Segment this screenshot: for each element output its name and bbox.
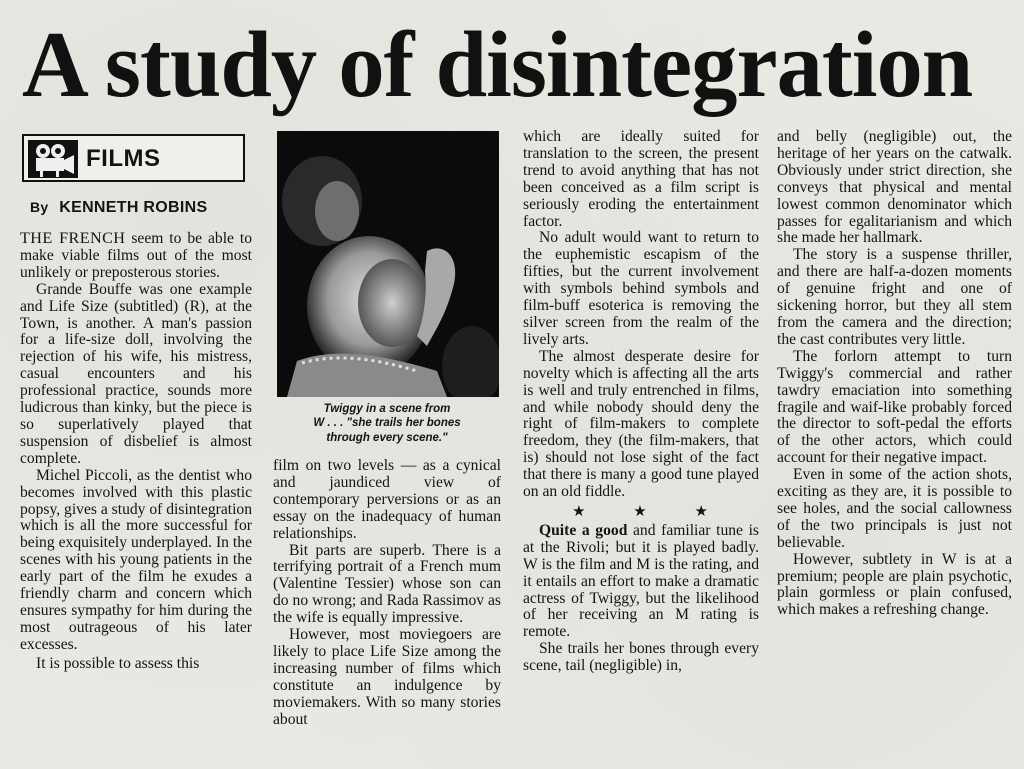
- byline-author: KENNETH ROBINS: [59, 199, 208, 216]
- paragraph: It is possible to assess this: [36, 654, 200, 672]
- paragraph: She trails her bones through every scene, tail (negligible) in,: [523, 640, 759, 675]
- article-column-4: [777, 129, 1012, 619]
- section-label: FILMS: [86, 145, 161, 172]
- paragraph: The forlorn attempt to turn Twiggy's commercial and rather tawdry emaciation into something fragile and waif-like probably forced the director to soft-pedal the efforts of the other actors, which could account for their negative impact.: [777, 347, 1012, 467]
- paragraph: However, subtlety in W is at a premium; people are plain psychotic, plain gormless or plain confused, which makes a refreshing change.: [777, 550, 1012, 619]
- paragraph: Michel Piccoli, as the dentist who becomes involved with this plastic popsy, gives a study of disintegration which is all the more successful for being exquisitely underplayed. In the scenes with his young patients in the early part of the film he exudes a friendly charm and concern which ensures sympathy for him during the most outrageous of his later excesses.: [20, 466, 253, 653]
- paragraph: [523, 523, 759, 641]
- article-column-3: [523, 129, 759, 675]
- paragraph-text: and familiar tune is at the Rivoli; but it is played badly. W is the film and M is the rating, and it entails an effort to make a dramatic actress of Twiggy, but the likelihood of her receiving an M rating is remote.: [523, 521, 760, 641]
- caption-line: Twiggy in a scene from: [323, 403, 451, 415]
- article-column-1: [20, 230, 252, 673]
- lead-in: THE FRENCH: [20, 229, 126, 247]
- paragraph: No adult would want to return to the euphemistic escapism of the fifties, but the current involvement with symbols behind symbols and film-buff esoterica is removing the silver screen from the realm of the lively arts.: [523, 229, 759, 348]
- paragraph: However, most moviegoers are likely to place Life Size among the increasing number of films which constitute an indulgence by moviemakers. With so many stories about: [273, 626, 501, 728]
- paragraph: film on two levels — as a cynical and jaundiced view of contemporary perversions or as an essay on the inadequacy of human relationships.: [273, 457, 501, 542]
- caption-line: through every scene.": [326, 431, 448, 444]
- paragraph: The almost desperate desire for novelty which is affecting all the arts is well and truly entrenched in films, and while nobody should deny the right of film-makers to complete freedom, they (the film-makers, that is) should not lose sight of the fact that there is many a good tune played on an old fiddle.: [523, 347, 759, 501]
- film-camera-icon: [28, 140, 78, 178]
- article-column-2: [273, 458, 501, 729]
- photo-caption: [276, 402, 498, 445]
- byline-prefix: By: [30, 199, 49, 215]
- article-photo: [277, 131, 499, 397]
- paragraph: Even in some of the action shots, exciting as they are, it is possible to see holes, and the social callowness of the two principals is just not believable.: [777, 466, 1012, 551]
- paragraph-text: seem to be able to make viable films out of the most unlikely or preposterous stories.: [20, 230, 252, 281]
- caption-line: W . . . "she trails her bones: [313, 417, 461, 430]
- paragraph: Grande Bouffe was one example and Life Size (subtitled) (R), at the Town, is another. A man's passion for a life-size doll, involving the rejection of his wife, his mistress, casual encounters and his professional practice, sounds more ludicrous than kinky, but the piece is so superlatively played that suspension of disbelief is almost complete.: [20, 280, 252, 467]
- paragraph: The story is a suspense thriller, and there are half-a-dozen moments of genuine fright and one of sickening horror, but they all stem from the camera and the direction; the cast contributes very little.: [777, 246, 1012, 348]
- section-label-box: [22, 134, 245, 182]
- paragraph: and belly (negligible) out, the heritage of her years on the catwalk. Obviously under strict direction, she conveys that physical and mental lowest common denominator which passes for egalitarianism and which she made her hallmark.: [777, 128, 1012, 247]
- section-separator: ★ ★ ★: [572, 503, 730, 520]
- lead-in: Quite a good: [539, 521, 628, 539]
- paragraph: which are ideally suited for translation to the screen, the present trend to avoid anything that has not been conceived as a film script is seriously eroding the entertainment factor.: [523, 128, 759, 230]
- paragraph: [20, 230, 252, 282]
- byline: [30, 196, 255, 219]
- paragraph: Bit parts are superb. There is a terrifying portrait of a French mum (Valentine Tessier) whose son can do no wrong; and Rada Rassimov as the wife is equally impressive.: [273, 541, 501, 627]
- headline: A study of disintegration: [22, 13, 973, 117]
